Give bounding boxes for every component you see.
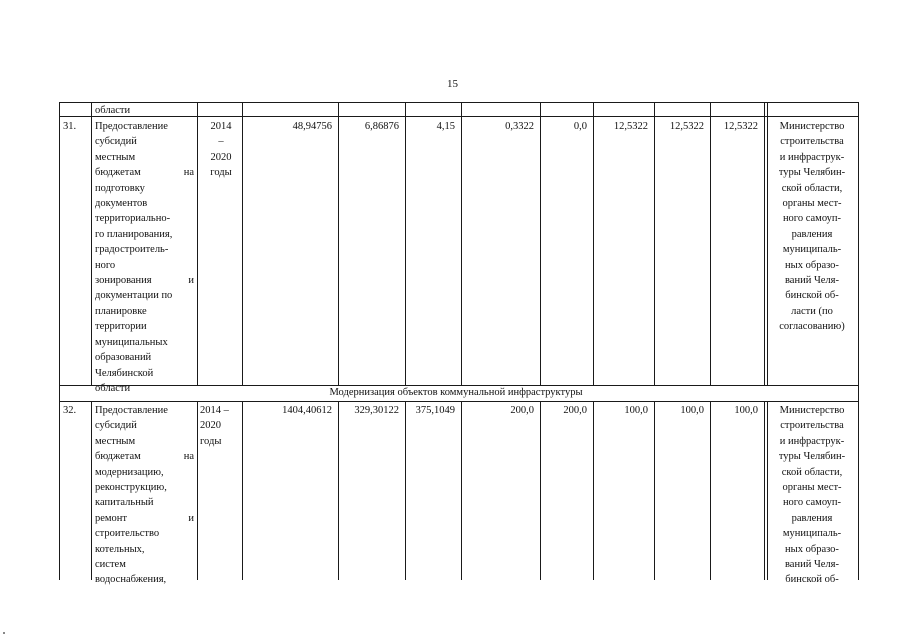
table-rule	[242, 401, 243, 580]
value-cell: 1404,40612	[282, 405, 332, 416]
table-rule	[858, 102, 859, 580]
table-rule	[540, 401, 541, 580]
value-cell: 12,5322	[669, 121, 704, 132]
value-cell: 200,0	[563, 405, 587, 416]
table-rule	[764, 102, 765, 385]
value-cell: 0,0	[573, 121, 587, 132]
period: 2014 – 2020 годы	[200, 405, 229, 447]
page-number: 15	[447, 78, 458, 90]
value-cell: 200,0	[510, 405, 534, 416]
measure-name: Предоставление субсидий местным бюджетам на модернизацию, реконструкцию, капитальный ремонт и строительство котельных, систем водоснабжения,	[95, 405, 194, 586]
table-rule	[91, 401, 92, 580]
value-cell: 0,3322	[505, 121, 534, 132]
value-cell: 100,0	[680, 405, 704, 416]
table-rule	[338, 102, 339, 385]
table-rule	[461, 401, 462, 580]
value-cell: 4,15	[436, 121, 455, 132]
table-rule	[593, 102, 594, 385]
row-number: 32.	[63, 405, 77, 416]
table-rule	[91, 102, 92, 385]
value-cell: 100,0	[734, 405, 758, 416]
table-rule	[654, 102, 655, 385]
table-rule	[59, 401, 858, 402]
table-rule	[710, 401, 711, 580]
responsible-executor: Министерство строительства и инфраструк- туры Челябин- ской области, органы мест- ного самоуп- равления муниципаль- ных образо- ваний Челя- бинской об- ласти (по согласованию)	[778, 121, 846, 333]
table-rule	[197, 102, 198, 385]
value-cell: 12,5322	[613, 121, 648, 132]
table-rule	[59, 116, 858, 117]
table-rule	[405, 401, 406, 580]
table-rule	[338, 401, 339, 580]
value-cell: 375,1049	[415, 405, 455, 416]
table-rule	[767, 401, 768, 580]
table-rule	[767, 102, 768, 385]
scan-speck	[3, 632, 5, 634]
row-number: 31.	[63, 121, 77, 132]
table-rule	[764, 401, 765, 580]
measure-name: Предоставление субсидий местным бюджетам на подготовку документов территориально- го планирования, градостроитель- ного зонирования и документации по планировке территории муниципальных образований Челябинской области	[95, 121, 194, 394]
table-rule	[710, 102, 711, 385]
table-rule	[540, 102, 541, 385]
table-rule	[593, 401, 594, 580]
value-cell: 48,94756	[292, 121, 332, 132]
section-title: Модернизация объектов коммунальной инфраструктуры	[329, 387, 583, 398]
value-cell: 12,5322	[723, 121, 758, 132]
table-rule	[197, 401, 198, 580]
table-rule	[461, 102, 462, 385]
responsible-executor: Министерство строительства и инфраструк- туры Челябин- ской области, органы мест- ного самоуп- равления муниципаль- ных образо- ваний Челя- бинской об-	[778, 405, 846, 586]
table-rule	[242, 102, 243, 385]
table-rule	[654, 401, 655, 580]
value-cell: 100,0	[624, 405, 648, 416]
value-cell: 329,30122	[354, 405, 399, 416]
table-rule	[59, 102, 858, 103]
period: 2014 – 2020 годы	[210, 121, 232, 179]
value-cell: 6,86876	[364, 121, 399, 132]
table-rule	[405, 102, 406, 385]
table-rule	[59, 102, 60, 580]
carry-over-text: области	[95, 105, 131, 116]
